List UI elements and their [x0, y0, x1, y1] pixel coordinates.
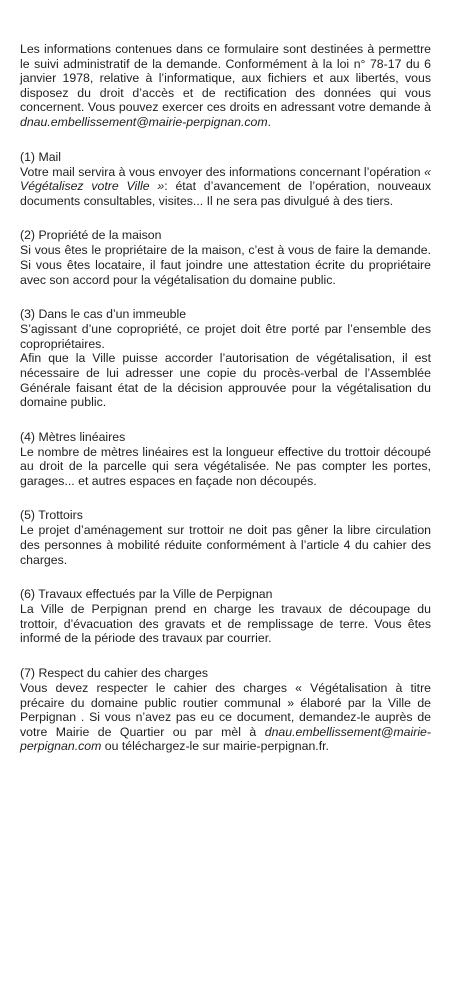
section-text: Votre mail servira à vous envoyer des informations concernant l’opération « Végétalisez votre Ville »: état d’avancement de l’opération, nouveaux documents consultables, visites... Il ne sera pas divulgué à des tiers. [20, 164, 431, 208]
contact-email: dnau.embellissement@mairie-perpignan.com [20, 114, 268, 129]
section-title: (6) Travaux effectués par la Ville de Perpignan [20, 587, 273, 602]
section-propriete-maison [20, 228, 431, 287]
section-title: (5) Trottoirs [20, 508, 83, 523]
section-text: La Ville de Perpignan prend en charge les travaux de découpage du trottoir, d’évacuation des gravats et de remplissage de terre. Vous êtes informé de la période des travaux par courrier. [20, 602, 431, 646]
section-title: (1) Mail [20, 149, 61, 164]
section-text: Si vous êtes le propriétaire de la maison, c’est à vous de faire la demande. Si vous êtes locataire, il faut joindre une attestation écrite du propriétaire avec son accord pour la végétalisation du domaine public. [20, 243, 431, 287]
intro-paragraph: Les informations contenues dans ce formulaire sont destinées à permettre le suivi administratif de la demande. Conformément à la loi n° 78-17 du 6 janvier 1978, relative à l’informatique, aux fichiers et aux libertés, vous disposez du droit d’accès et de rectification des données qui vous concernent. Vous pouvez exercer ces droits en adressant votre demande à dnau.embellissement@mairie-perpignan.com. [20, 42, 431, 129]
section-cahier-des-charges [20, 666, 431, 754]
section-title: (7) Respect du cahier des charges [20, 666, 208, 681]
section-text: S’agissant d’une copropriété, ce projet doit être porté par l’ensemble des copropriétaires. [20, 322, 431, 351]
section-text: Le projet d’aménagement sur trottoir ne doit pas gêner la libre circulation des personnes à mobilité réduite conformément à l’article 4 du cahier des charges. [20, 523, 431, 567]
section-title: (4) Mètres linéaires [20, 429, 126, 444]
section-text: Afin que la Ville puisse accorder l’autorisation de végétalisation, il est nécessaire de lui adresser une copie du procès-verbal de l’Assemblée Générale faisant état de la décision approuvée pour la végétalisation du domaine public. [20, 351, 431, 410]
section-mail [20, 150, 431, 209]
section-text: Le nombre de mètres linéaires est la longueur effective du trottoir découpé au droit de la parcelle qui sera végétalisée. Ne pas compter les portes, garages... et autres espaces en façade non découpés. [20, 444, 431, 488]
section-title: (3) Dans le cas d’un immeuble [20, 307, 187, 322]
section-metres-lineaires [20, 430, 431, 489]
section-travaux [20, 587, 431, 646]
contact-email: dnau.embellissement@mairie-perpignan.com [20, 724, 431, 754]
section-immeuble [20, 307, 431, 410]
section-text: Vous devez respecter le cahier des charges « Végétalisation à titre précaire du domaine public routier communal » élaboré par la Ville de Perpignan . Si vous n’avez pas eu ce document, demandez-le auprès de votre Mairie de Quartier ou par mèl à dnau.embellissement@mairie-perpignan.com ou téléchargez-le sur mairie-perpignan.fr. [20, 681, 431, 754]
section-title: (2) Propriété de la maison [20, 228, 162, 243]
section-trottoirs [20, 508, 431, 567]
